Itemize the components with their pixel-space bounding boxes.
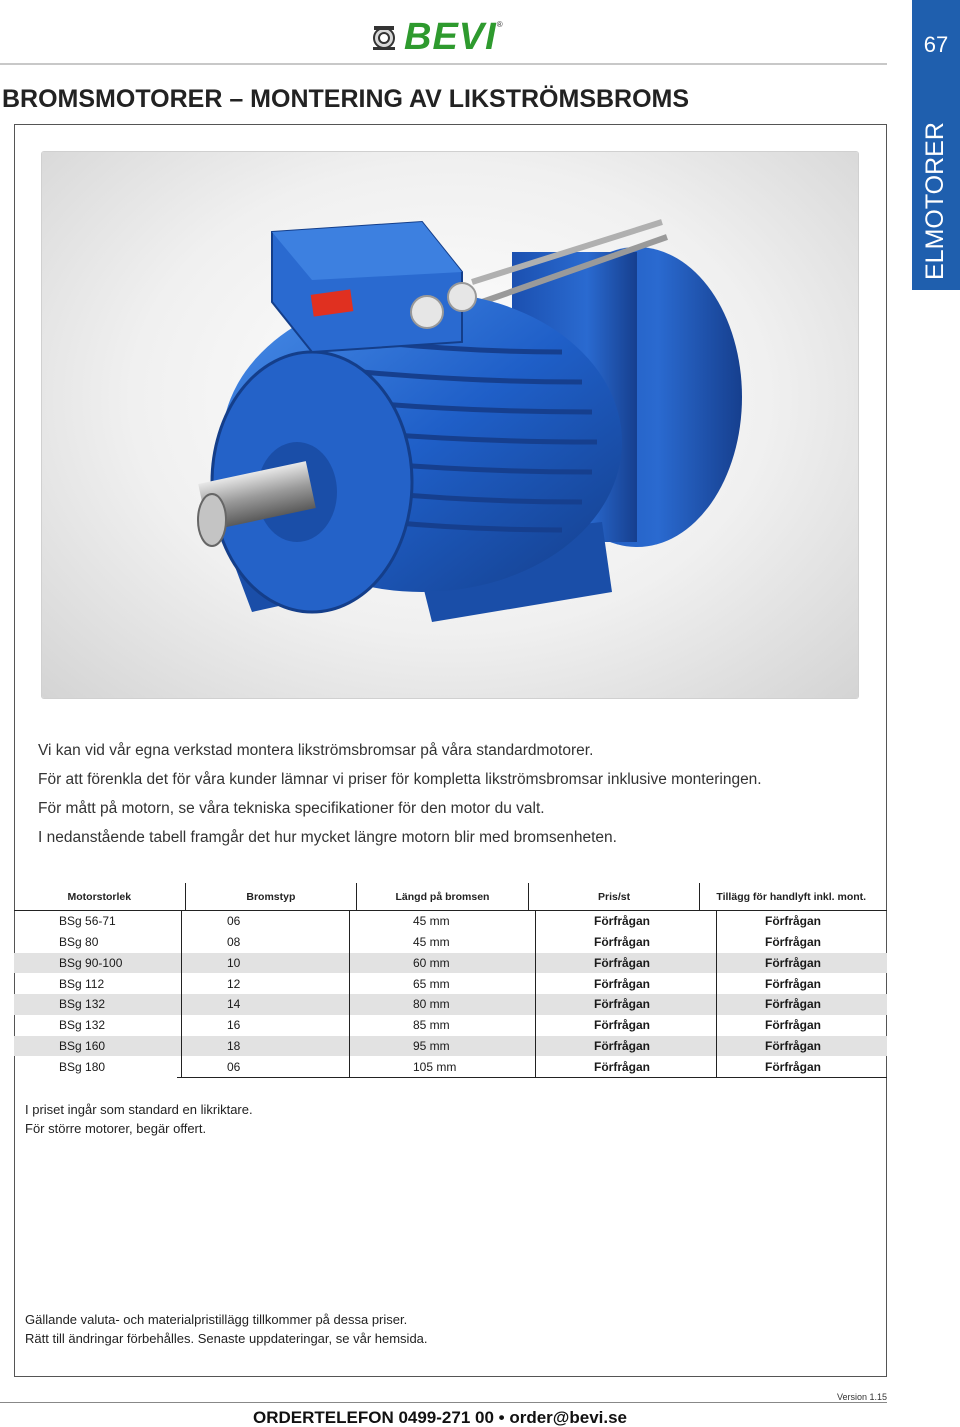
cell-price: Förfrågan — [535, 1056, 716, 1077]
header-rule — [0, 63, 887, 65]
cell-hand-release: Förfrågan — [716, 911, 887, 932]
cell-hand-release: Förfrågan — [716, 1015, 887, 1036]
cell-motor-size: BSg 90-100 — [59, 955, 123, 970]
cell-price: Förfrågan — [535, 911, 716, 932]
footer-rule — [0, 1402, 887, 1403]
cell-brake-length: 45 mm — [349, 911, 535, 932]
cell-hand-release: Förfrågan — [716, 1056, 887, 1077]
cell-motor-size: BSg 132 — [59, 997, 106, 1012]
table-bottom-rule — [177, 1077, 887, 1078]
cell-motor-size: BSg 160 — [59, 1038, 106, 1053]
table-row — [14, 1015, 887, 1036]
registered-mark: ® — [496, 20, 503, 29]
cell-brake-type: 12 — [181, 973, 349, 994]
cell-price: Förfrågan — [535, 1015, 716, 1036]
cell-hand-release: Förfrågan — [716, 932, 887, 953]
cell-price: Förfrågan — [535, 973, 716, 994]
section-tab — [912, 0, 960, 290]
cell-brake-length: 85 mm — [349, 1015, 535, 1036]
cell-hand-release: Förfrågan — [716, 953, 887, 974]
table-header-row — [14, 883, 887, 911]
brake-price-table — [14, 883, 887, 1078]
note-line: I priset ingår som standard en likriktare. — [25, 1102, 253, 1117]
brand-name: BEVI — [404, 16, 497, 58]
cell-brake-length: 105 mm — [349, 1056, 535, 1077]
terms-notes — [25, 1310, 428, 1348]
cell-price: Förfrågan — [535, 1036, 716, 1057]
version-label: Version 1.15 — [836, 1392, 887, 1402]
cell-brake-length: 80 mm — [349, 994, 535, 1015]
page-title: BROMSMOTORER – MONTERING AV LIKSTRÖMSBROMS — [2, 85, 690, 113]
intro-text — [38, 736, 878, 852]
table-notes — [25, 1100, 253, 1138]
cell-brake-type: 14 — [181, 994, 349, 1015]
table-row — [14, 994, 887, 1015]
cell-brake-length: 60 mm — [349, 953, 535, 974]
col-header-hand-release: Tillägg för handlyft inkl. mont. — [699, 883, 887, 911]
cell-motor-size: BSg 56-71 — [59, 914, 116, 929]
cell-brake-type: 08 — [181, 932, 349, 953]
table-row — [14, 973, 887, 994]
cell-price: Förfrågan — [535, 932, 716, 953]
cell-motor-size: BSg 80 — [59, 935, 99, 950]
cell-motor-size: BSg 132 — [59, 1018, 106, 1033]
cell-brake-length: 95 mm — [349, 1036, 535, 1057]
col-header-brake-length: Längd på bromsen — [356, 883, 528, 911]
cell-motor-size: BSg 180 — [59, 1059, 106, 1074]
terms-line: Gällande valuta- och materialpristillägg tillkommer på dessa priser. — [25, 1312, 408, 1327]
cell-price: Förfrågan — [535, 953, 716, 974]
cell-brake-length: 65 mm — [349, 973, 535, 994]
table-body — [14, 911, 887, 1077]
page-number: 67 — [923, 32, 949, 57]
order-contact: ORDERTELEFON 0499-271 00 • order@bevi.se — [253, 1408, 627, 1427]
cell-hand-release: Förfrågan — [716, 1036, 887, 1057]
table-row — [14, 932, 887, 953]
cell-hand-release: Förfrågan — [716, 973, 887, 994]
cell-brake-type: 06 — [181, 911, 349, 932]
col-header-brake-type: Bromstyp — [185, 883, 357, 911]
motor-illustration — [42, 152, 858, 698]
cell-brake-type: 18 — [181, 1036, 349, 1057]
cell-brake-type: 16 — [181, 1015, 349, 1036]
cell-hand-release: Förfrågan — [716, 994, 887, 1015]
cell-motor-size: BSg 112 — [59, 976, 105, 991]
col-header-motor-size: Motorstorlek — [14, 883, 185, 911]
table-row — [14, 1056, 887, 1077]
table-row — [14, 1036, 887, 1057]
cell-brake-type: 10 — [181, 953, 349, 974]
brake-motor-photo — [42, 152, 858, 698]
cell-brake-length: 45 mm — [349, 932, 535, 953]
bevi-logo — [368, 16, 518, 58]
cell-brake-type: 06 — [181, 1056, 349, 1077]
intro-line: Vi kan vid vår egna verkstad montera likströmsbromsar på våra standardmotorer. — [38, 742, 594, 759]
intro-line: I nedanstående tabell framgår det hur mycket längre motorn blir med bromsenheten. — [38, 829, 617, 846]
col-header-price: Pris/st — [528, 883, 700, 911]
intro-line: För att förenkla det för våra kunder lämnar vi priser för kompletta likströmsbromsar inklusive monteringen. — [38, 771, 762, 788]
terms-line: Rätt till ändringar förbehålles. Senaste uppdateringar, se vår hemsida. — [25, 1331, 428, 1346]
cell-price: Förfrågan — [535, 994, 716, 1015]
motor-emblem-icon — [368, 21, 400, 53]
table-row — [14, 911, 887, 932]
table-row — [14, 953, 887, 974]
intro-line: För mått på motorn, se våra tekniska specifikationer för den motor du valt. — [38, 800, 545, 817]
section-label: ELMOTORER — [921, 122, 949, 280]
note-line: För större motorer, begär offert. — [25, 1121, 207, 1136]
